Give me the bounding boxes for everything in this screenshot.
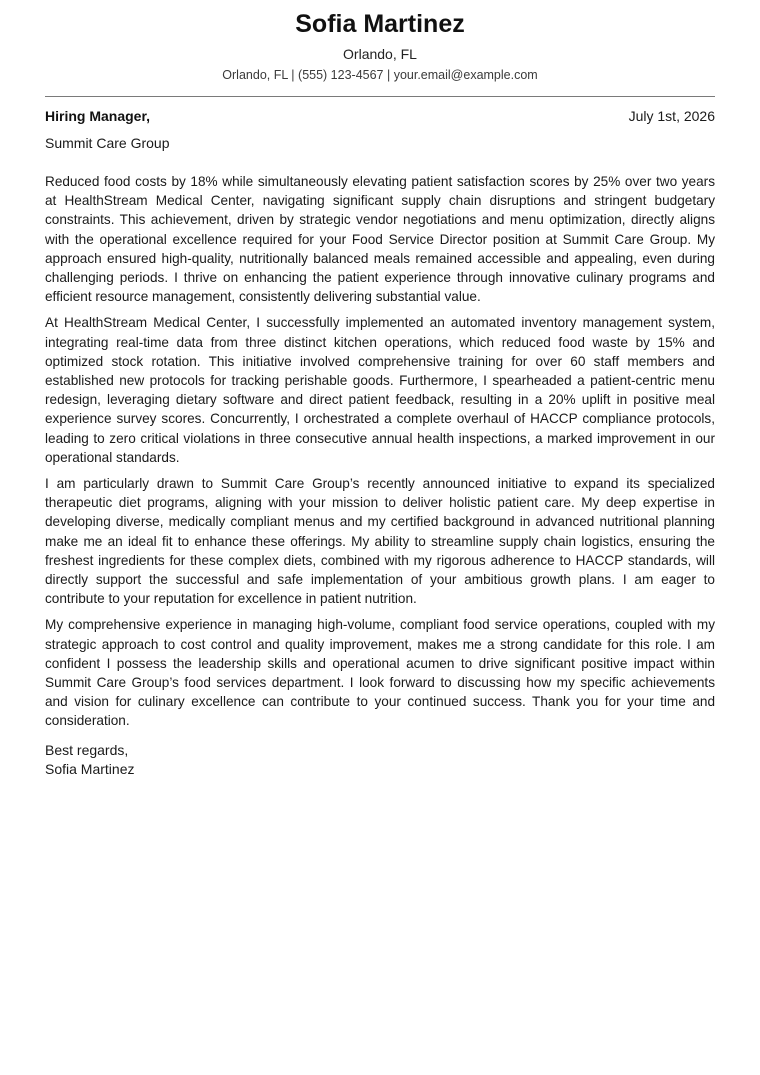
signature-name: Sofia Martinez — [45, 760, 135, 777]
contact-line: Orlando, FL | (555) 123-4567 | your.email@example.com — [222, 68, 538, 82]
body-paragraph-4: My comprehensive experience in managing high-volume, compliant food service operations, coupled with my strategic approach to cost control and quality improvement, makes me a strong candidate for this role. I am confident I possess the leadership skills and operational acumen to drive significant positive impact within Summit Care Group’s food services department. I look forward to discussing how my specific achievements and vision for culinary excellence can contribute to your continued success. Thank you for your time and consideration. — [45, 617, 715, 729]
recipient-company: Summit Care Group — [45, 135, 170, 151]
salutation-row — [45, 107, 715, 125]
body-paragraph-3: I am particularly drawn to Summit Care Group’s recently announced initiative to expand its specialized therapeutic diet programs, aligning with your mission to deliver holistic patient care. My deep expertise in developing diverse, medically compliant menus and my certified background in advanced nutritional planning make me an ideal fit to enhance these offerings. My ability to streamline supply chain logistics, ensuring the freshest ingredients for these complex diets, combined with my rigorous adherence to HACCP standards, will directly support the successful and safe implementation of your ambitious growth plans. I am eager to contribute to your reputation for excellence in patient nutrition. — [45, 476, 715, 607]
header-divider — [45, 96, 715, 97]
letter-body — [45, 172, 715, 731]
applicant-location: Orlando, FL — [343, 46, 417, 62]
closing-phrase: Best regards, — [45, 741, 129, 758]
recipient-salutation: Hiring Manager, — [45, 108, 151, 124]
letter-date: July 1st, 2026 — [628, 108, 715, 124]
body-paragraph-1: Reduced food costs by 18% while simultaneously elevating patient satisfaction scores by 25% over two years at HealthStream Medical Center, navigating significant supply chain disruptions and stringent budgetary constraints. This achievement, driven by strategic vendor negotiations and menu optimization, directly aligns with the operational excellence required for your Food Service Director position at Summit Care Group. My approach ensured high-quality, nutritionally balanced meals remained accessible and appealing, even during challenging periods. I thrive on enhancing the patient experience through innovative culinary programs and efficient resource management, consistently delivering substantial value. — [45, 174, 715, 305]
body-paragraph-2: At HealthStream Medical Center, I successfully implemented an automated inventory management system, integrating real-time data from three distinct kitchen operations, which reduced food waste by 15% and optimized stock rotation. This initiative involved comprehensive training for over 60 staff members and established new protocols for tracking perishable goods. Furthermore, I spearheaded a patient-centric menu redesign, leveraging dietary software and direct patient feedback, resulting in a 20% uplift in positive meal experience survey scores. Concurrently, I orchestrated a complete overhaul of HACCP compliance protocols, leading to zero critical violations in three consecutive annual health inspections, a marked improvement in our operational standards. — [45, 315, 715, 465]
applicant-name: Sofia Martinez — [295, 10, 465, 38]
letter-closing — [45, 741, 715, 779]
